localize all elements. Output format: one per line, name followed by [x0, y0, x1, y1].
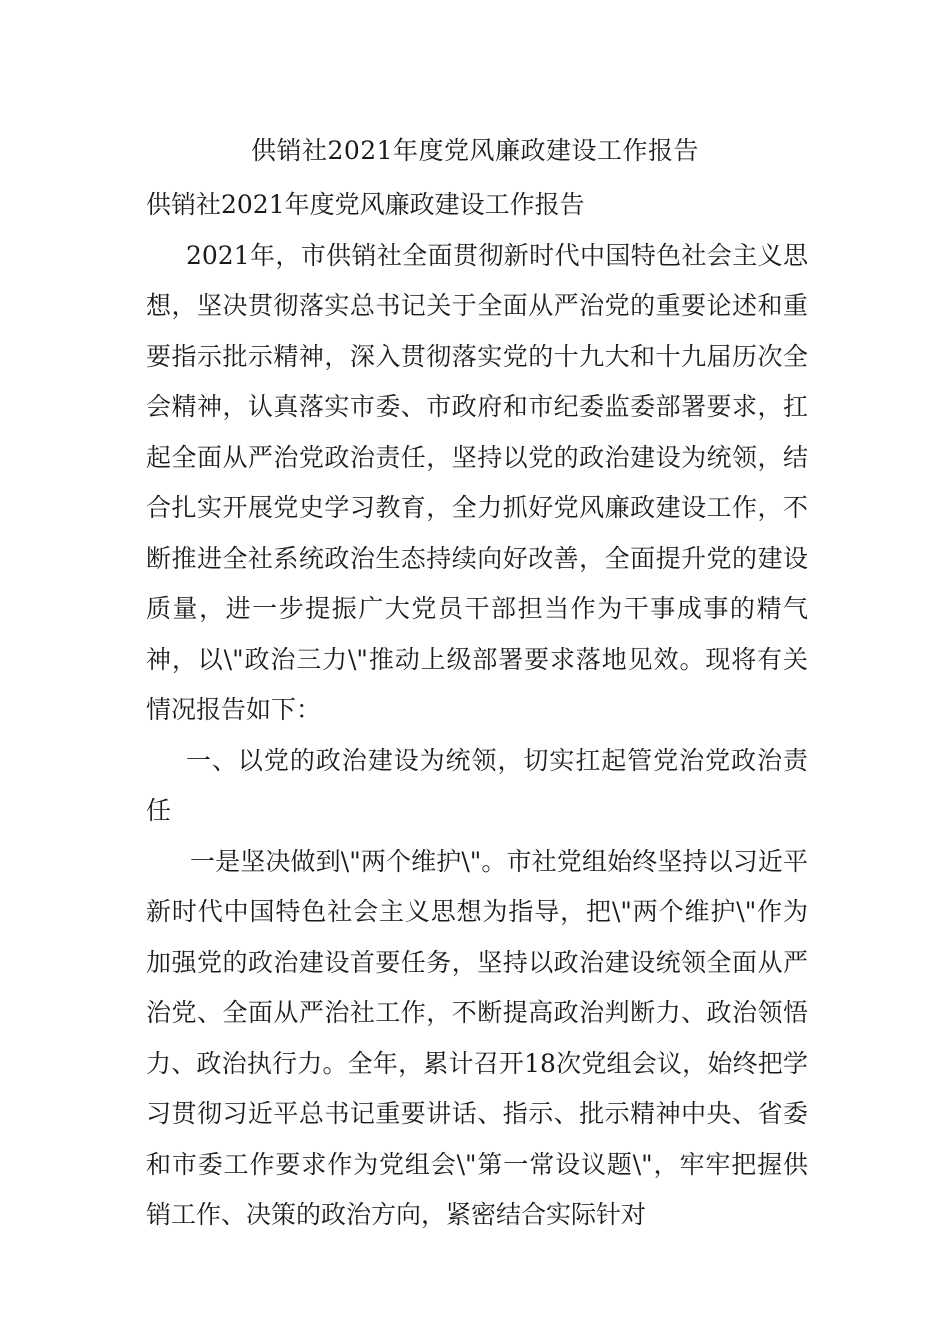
section-heading-1: 一、以党的政治建设为统领，切实扛起管党治党政治责任 — [146, 745, 808, 825]
paragraph-two-maintenance: 一是坚决做到\"两个维护\"。市社党组始终坚持以习近平新时代中国特色社会主义思想为指导，把\"两个维护\"作为加强党的政治建设首要任务，坚持以政治建设统领全面从严治党、全面从严治社工作，不断提高政治判断力、政治领悟力、政治执行力。全年，累计召开18次党组会议，始终把学习贯彻习近平总书记重要讲话、指示、批示精神中央、省委和市委工作要求作为党组会\"第一常设议题\"，牢牢把握供销工作、决策的政治方向，紧密结合实际针对 — [146, 846, 808, 1229]
document-body — [146, 180, 808, 1241]
paragraph-intro: 2021年，市供销社全面贯彻新时代中国特色社会主义思想，坚决贯彻落实总书记关于全面从严治党的重要论述和重要指示批示精神，深入贯彻落实党的十九大和十九届历次全会精神，认真落实市委、市政府和市纪委监委部署要求，扛起全面从严治党政治责任，坚持以党的政治建设为统领，结合扎实开展党史学习教育，全力抓好党风廉政建设工作，不断推进全社系统政治生态持续向好改善，全面提升党的建设质量，进一步提振广大党员干部担当作为干事成事的精气神，以\"政治三力\"推动上级部署要求落地见效。现将有关情况报告如下： — [146, 240, 808, 724]
document-title: 供销社2021年度党风廉政建设工作报告 — [250, 136, 700, 165]
document-subtitle: 供销社2021年度党风廉政建设工作报告 — [146, 190, 585, 219]
